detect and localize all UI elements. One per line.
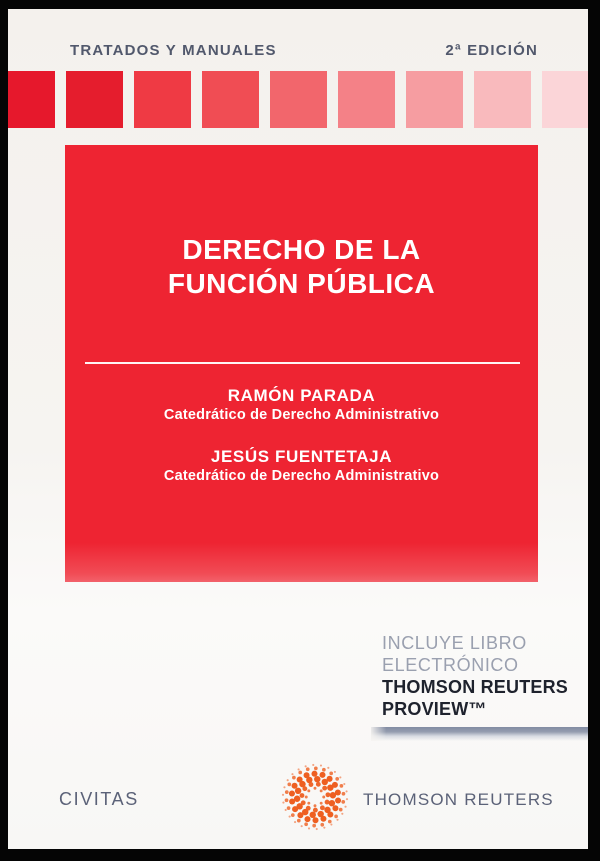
author-role: Catedrático de Derecho Administrativo	[163, 468, 440, 484]
author-name: JESÚS FUENTETAJA	[210, 447, 393, 466]
author-entry	[65, 446, 538, 485]
divider-line	[85, 362, 520, 364]
color-swatch	[66, 71, 123, 128]
ebook-notice-line2: ELECTRÓNICO	[382, 655, 519, 675]
author-name: RAMÓN PARADA	[227, 386, 376, 405]
color-swatch	[542, 71, 588, 128]
book-cover-page	[8, 9, 588, 849]
color-swatch	[474, 71, 531, 128]
author-entry	[65, 385, 538, 424]
color-swatch	[8, 71, 55, 128]
color-swatch	[202, 71, 259, 128]
ebook-notice-line3: THOMSON REUTERS	[382, 677, 569, 697]
brand-wordmark: THOMSON REUTERS	[363, 790, 554, 809]
author-role: Catedrático de Derecho Administrativo	[163, 407, 440, 423]
book-title-line2: FUNCIÓN PÚBLICA	[167, 268, 436, 299]
title-panel	[65, 145, 538, 582]
color-strip	[8, 71, 588, 128]
cover-header	[70, 42, 538, 59]
book-title	[65, 233, 538, 301]
color-swatch	[134, 71, 191, 128]
color-swatch	[338, 71, 395, 128]
ebook-notice	[382, 632, 568, 720]
series-label: TRATADOS Y MANUALES	[70, 42, 277, 59]
authors-block	[65, 385, 538, 485]
gradient-bar	[371, 727, 588, 741]
color-swatch	[270, 71, 327, 128]
book-title-line1: DERECHO DE LA	[182, 234, 421, 265]
ebook-notice-line1: INCLUYE LIBRO	[382, 633, 527, 653]
ebook-notice-line4: PROVIEW™	[382, 699, 487, 719]
thomson-reuters-logo-icon	[281, 763, 349, 831]
color-swatch	[406, 71, 463, 128]
publisher-wordmark: CIVITAS	[59, 789, 139, 809]
edition-label: 2ª EDICIÓN	[445, 42, 538, 59]
